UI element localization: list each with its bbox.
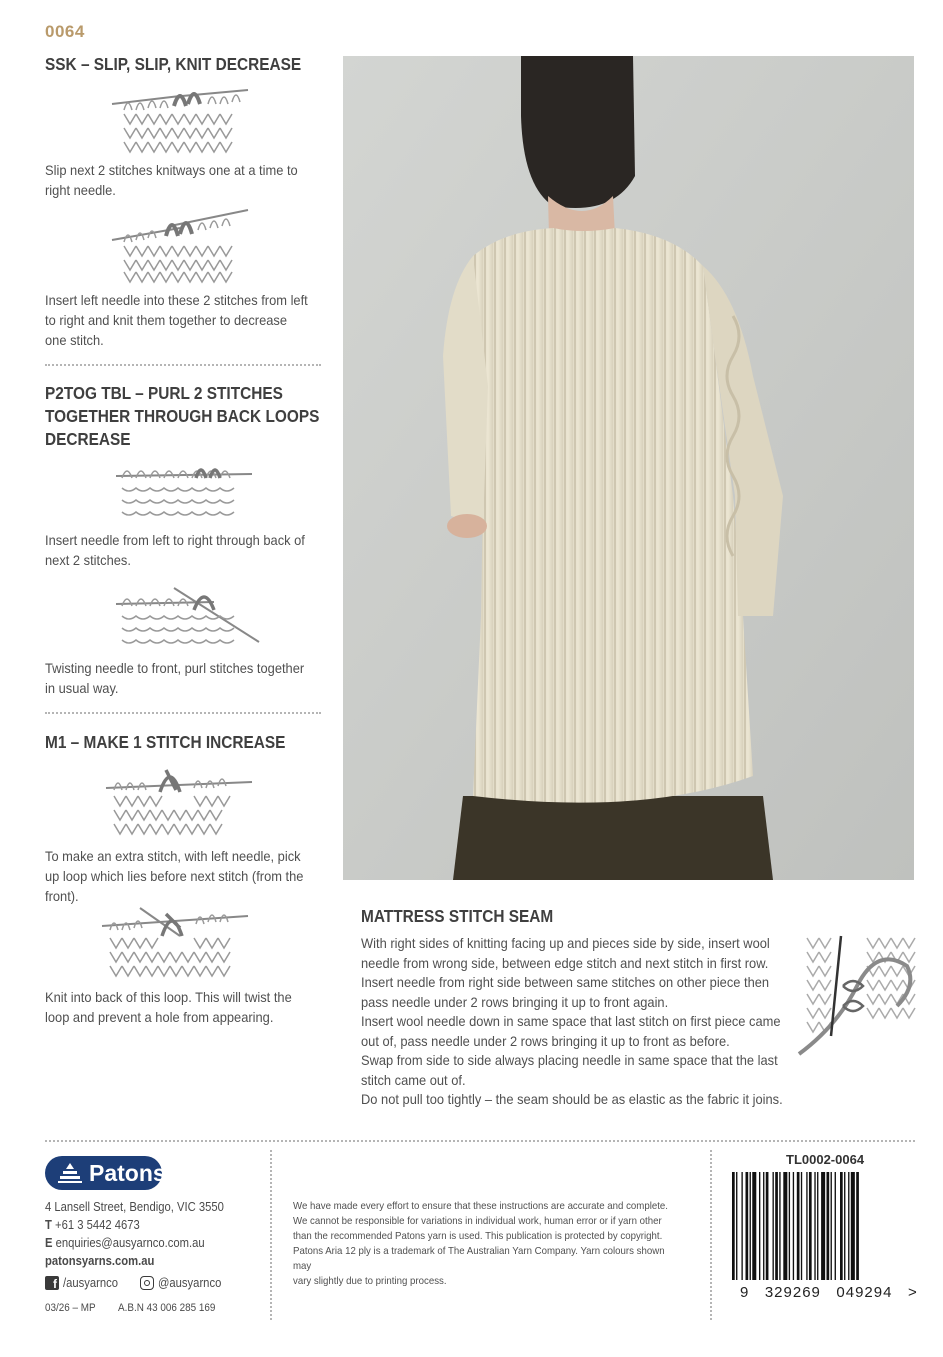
phone[interactable]: +61 3 5442 4673 — [55, 1218, 140, 1232]
phone-row — [45, 1216, 252, 1234]
mattress-line: out of, pass needle under 2 rows bringing it up to front as before. — [361, 1032, 730, 1049]
facebook-icon[interactable]: f — [45, 1276, 59, 1290]
p2tog-heading-line-2: TOGETHER THROUGH BACK LOOPS — [45, 406, 320, 426]
m1-heading: M1 – MAKE 1 STITCH INCREASE — [45, 732, 286, 752]
barcode-bar — [817, 1172, 818, 1280]
p2tog-heading-line-3: DECREASE — [45, 429, 131, 449]
sweater-photo — [343, 56, 914, 880]
barcode-bar — [809, 1172, 812, 1280]
patons-logo — [45, 1156, 166, 1190]
p2tog-step-1: Insert needle from left to right through back of next 2 stitches. — [45, 532, 305, 568]
barcode-bar — [775, 1172, 778, 1280]
barcode-bar — [732, 1172, 735, 1280]
barcode-bar — [736, 1172, 737, 1280]
address: 4 Lansell Street, Bendigo, VIC 3550 — [45, 1200, 224, 1214]
barcode-bar — [752, 1172, 756, 1280]
disclaimer-line: We cannot be responsible for variations in individual work, human error or if yarn other — [293, 1215, 662, 1227]
barcode-bar — [746, 1172, 749, 1280]
p2tog-heading-line-1: P2TOG TBL – PURL 2 STITCHES — [45, 383, 283, 403]
m1-step-2: Knit into back of this loop. This will twist the loop and prevent a hole from appearing. — [45, 989, 292, 1025]
ssk-diagram-2 — [110, 206, 250, 286]
mattress-line: pass needle under 2 rows bringing it up to front again. — [361, 993, 669, 1010]
p2tog-diagram-2 — [114, 580, 264, 650]
barcode-bar — [844, 1172, 845, 1280]
mattress-line: Insert wool needle down in same space that last stitch on first piece came — [361, 1013, 781, 1029]
barcode-bar — [806, 1172, 807, 1280]
mattress-heading: MATTRESS STITCH SEAM — [361, 906, 554, 926]
mattress-instructions — [361, 934, 831, 1110]
disclaimer — [293, 1199, 713, 1289]
instagram-icon[interactable] — [140, 1276, 154, 1290]
page-number: 0064 — [45, 22, 85, 41]
barcode-bar — [763, 1172, 764, 1280]
email-row — [45, 1234, 252, 1252]
patons-logo-icon — [57, 1162, 83, 1184]
barcode-number: 9 329269 049294 > — [740, 1284, 918, 1301]
m1-diagram-1 — [104, 760, 254, 840]
barcode-bar — [779, 1172, 780, 1280]
barcode-bar — [783, 1172, 787, 1280]
barcode-bar — [827, 1172, 830, 1280]
section-divider — [45, 364, 321, 366]
email-link[interactable]: enquiries@ausyarnco.com.au — [55, 1236, 205, 1250]
disclaimer-line: than the recommended Patons yarn is used. This publication is protected by copyright. — [293, 1230, 663, 1242]
p2tog-diagram-1 — [114, 458, 254, 522]
mattress-diagram — [797, 926, 927, 1062]
ssk-step-1: Slip next 2 stitches knitways one at a time to right needle. — [45, 162, 298, 198]
barcode-bar — [789, 1172, 790, 1280]
website-link[interactable]: patonsyarns.com.au — [45, 1254, 155, 1268]
ssk-step-2: Insert left needle into these 2 stitches from left to right and knit them together to decrease one stitch. — [45, 292, 308, 348]
m1-step-1: To make an extra stitch, with left needle, pick up loop which lies before next stitch (from the front). — [45, 848, 304, 904]
barcode-bar — [851, 1172, 855, 1280]
product-code: TL0002-0064 — [786, 1152, 865, 1167]
ssk-heading: SSK – SLIP, SLIP, KNIT DECREASE — [45, 54, 302, 74]
abn: A.B.N 43 006 285 169 — [118, 1302, 216, 1314]
barcode-bar — [750, 1172, 751, 1280]
disclaimer-line: Patons Aria 12 ply is a trademark of The Australian Yarn Company. Yarn colours shown may — [293, 1245, 665, 1272]
barcode-bar — [814, 1172, 815, 1280]
barcode-bar — [801, 1172, 802, 1280]
barcode-bar — [797, 1172, 800, 1280]
m1-diagram-2 — [100, 900, 250, 980]
mattress-line: Insert needle from right side between same stitches on other piece then — [361, 974, 770, 990]
barcode-bar — [856, 1172, 859, 1280]
barcode-bar — [835, 1172, 836, 1280]
mattress-line: With right sides of knitting facing up and pieces side by side, insert wool — [361, 935, 770, 951]
barcode-bar — [821, 1172, 825, 1280]
p2tog-step-2: Twisting needle to front, purl stitches together in usual way. — [45, 660, 305, 696]
barcode-bar — [759, 1172, 760, 1280]
mattress-line: needle from wrong side, between edge stitch and next stitch in first row. — [361, 954, 769, 971]
mattress-line: stitch came out of. — [361, 1071, 466, 1088]
barcode — [730, 1172, 910, 1287]
disclaimer-line: vary slightly due to printing process. — [293, 1275, 447, 1287]
facebook-handle[interactable]: /ausyarnco — [63, 1276, 119, 1290]
brand-name: Patons — [89, 1160, 166, 1186]
footer-column-divider — [270, 1150, 272, 1320]
barcode-bar — [741, 1172, 742, 1280]
barcode-bar — [848, 1172, 849, 1280]
barcode-bar — [773, 1172, 774, 1280]
phone-label: T — [45, 1218, 52, 1232]
footer-divider — [45, 1140, 915, 1142]
instagram-handle[interactable]: @ausyarnco — [158, 1276, 222, 1290]
mattress-line: Do not pull too tightly – the seam should be as elastic as the fabric it joins. — [361, 1091, 783, 1107]
barcode-bar — [831, 1172, 832, 1280]
barcode-bar — [766, 1172, 769, 1280]
ssk-diagram-1 — [110, 84, 250, 158]
mattress-line: Swap from side to side always placing needle in same space that the last — [361, 1052, 778, 1068]
barcode-bar — [840, 1172, 843, 1280]
barcode-bar — [793, 1172, 794, 1280]
section-divider — [45, 712, 321, 714]
disclaimer-line: We have made every effort to ensure that these instructions are accurate and complete. — [293, 1200, 668, 1212]
print-code: 03/26 – MP — [45, 1302, 96, 1314]
email-label: E — [45, 1236, 53, 1250]
